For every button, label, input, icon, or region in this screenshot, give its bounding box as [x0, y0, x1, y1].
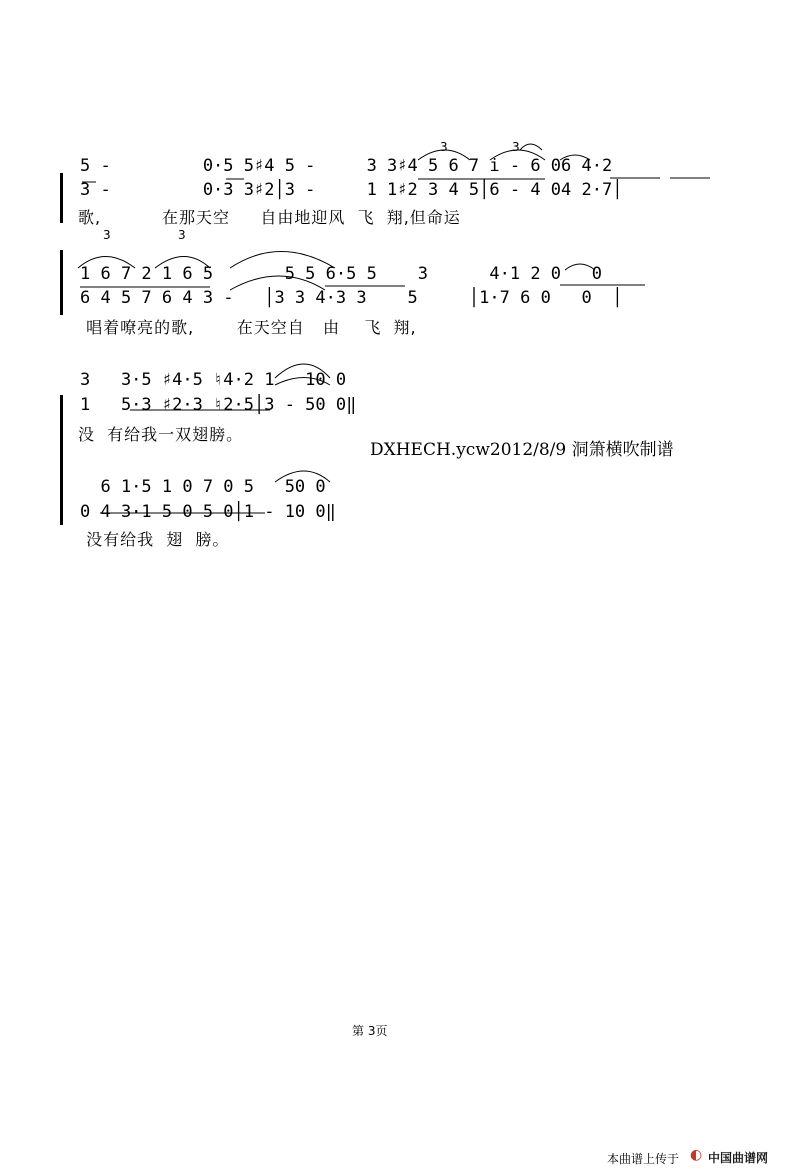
triplet-mark: 3 [103, 228, 111, 242]
upload-text: 本曲谱上传于 [607, 1152, 680, 1166]
notation-line: 5 - 0·5 5♯4 5 - 3 3♯4 5 6 7 i - 6 06 4·2 [80, 156, 613, 176]
lyrics-line: 唱着嘹亮的歌, 在天空自 由 飞 翔, [80, 318, 417, 337]
notation-line: 6 4 5 7 6 4 3 - │3 3 4·3 3 5 │1·7 6 0 0 │ [80, 288, 623, 308]
site-name[interactable]: 中国曲谱网 [708, 1151, 769, 1165]
notation-line: 1 6 7 2 1 6 5 5 5 6·5 5 3 4·1 2 0 0 [80, 264, 602, 284]
tie-slur [520, 144, 542, 150]
lyrics-line: 没有给我 翅 膀。 [80, 530, 230, 549]
notation-line: 3 - 0·3 3♯2│3 - 1 1♯2 3 4 5│6 - 4 04 2·7│ [80, 180, 623, 200]
lyrics-line: 歌, 在那天空 自由地迎风 飞 翔,但命运 [78, 208, 461, 227]
lyrics-line: 没 有给我一双翅膀。 [78, 425, 244, 444]
system-bracket [60, 250, 63, 315]
triplet-mark: 3 [512, 140, 520, 154]
triplet-mark: 3 [178, 228, 186, 242]
notation-line: 1 5·3 ♯2·3 ♮2·5│3 - 50 0‖ [80, 395, 357, 415]
system-bracket [60, 445, 63, 525]
page-number: 第 3页 [352, 1024, 388, 1038]
arranger-credit: DXHECH.ycw2012/8/9 洞箫横吹制谱 [370, 440, 674, 460]
triplet-mark: 3 [440, 140, 448, 154]
notation-line: 6 1·5 1 0 7 0 5 50 0 [80, 477, 326, 497]
notation-line: 0 4 3·1 5 0 5 0│1 - 10 0‖ [80, 502, 336, 522]
site-logo-icon: ◐ [690, 1147, 703, 1163]
system-bracket [60, 395, 63, 445]
system-bracket [60, 173, 63, 223]
notation-line: 3 3·5 ♯4·5 ♮4·2 1 10 0 [80, 370, 347, 390]
